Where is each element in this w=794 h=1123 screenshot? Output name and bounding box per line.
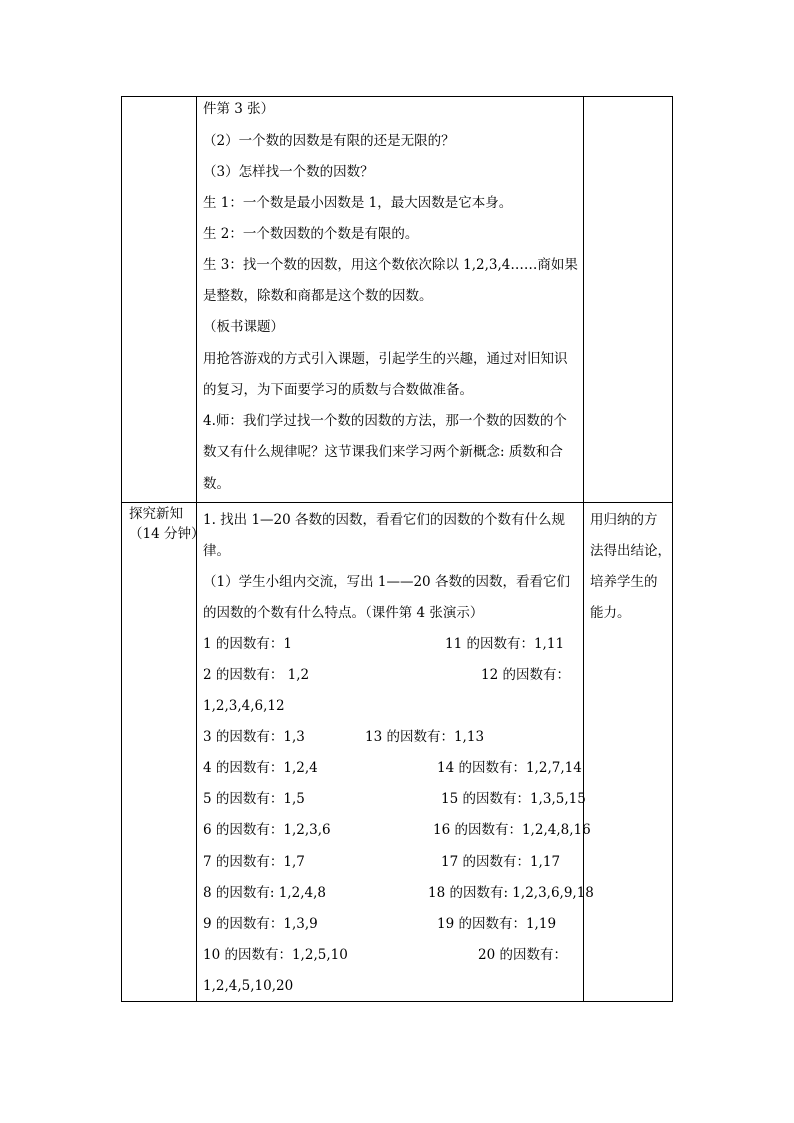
row1-line: （3）怎样找一个数的因数？ — [203, 164, 374, 180]
intro-line: （1）学生小组内交流，写出 1——20 各数的因数，看看它们 — [203, 574, 570, 590]
factor-left: 3 的因数有：1,3 — [203, 729, 305, 745]
factor-left: 4 的因数有：1,2,4 — [203, 760, 318, 776]
intro-line: 律。 — [203, 543, 230, 559]
factor-right: 17 的因数有：1,17 — [441, 854, 561, 870]
row1-line: 生 1：一个数是最小因数是 1，最大因数是它本身。 — [203, 195, 513, 211]
intro-line: 的因数的个数有什么特点。（课件第 4 张演示） — [203, 605, 484, 621]
factor-left: 1 的因数有：1 — [203, 636, 292, 652]
row1-line: 4.师：我们学过找一个数的因数的方法，那一个数的因数的个 — [203, 413, 567, 429]
column-divider-2 — [583, 97, 584, 1001]
factor-left: 7 的因数有：1,7 — [203, 854, 305, 870]
factor-left: 1,2,3,4,6,12 — [203, 698, 285, 714]
factor-left: 9 的因数有：1,3,9 — [203, 916, 318, 932]
factor-right: 15 的因数有：1,3,5,15 — [441, 791, 586, 807]
row1-line: （2）一个数的因数是有限的还是无限的？ — [203, 133, 455, 149]
row1-line: 的复习，为下面要学习的质数与合数做准备。 — [203, 382, 473, 398]
factor-left: 1,2,4,5,10,20 — [203, 978, 294, 994]
factor-right: 14 的因数有：1,2,7,14 — [437, 760, 582, 776]
stage-label: 探究新知 — [129, 506, 183, 522]
lesson-table — [121, 96, 673, 1002]
factor-right: 16 的因数有：1,2,4,8,16 — [433, 822, 591, 838]
design-note-line: 能力。 — [590, 605, 631, 621]
row1-line: 数又有什么规律呢？这节课我们来学习两个新概念: 质数和合 — [203, 444, 563, 460]
row1-line: 生 2：一个数因数的个数是有限的。 — [203, 226, 419, 242]
factor-right: 12 的因数有： — [481, 667, 570, 683]
column-divider-1 — [196, 97, 197, 1001]
factor-right: 13 的因数有：1,13 — [365, 729, 485, 745]
factor-left: 6 的因数有：1,2,3,6 — [203, 822, 331, 838]
factor-left: 5 的因数有：1,5 — [203, 791, 305, 807]
intro-line: 1. 找出 1—20 各数的因数，看看它们的因数的个数有什么规 — [203, 512, 566, 528]
factor-right: 11 的因数有：1,11 — [445, 636, 565, 652]
design-note-line: 培养学生的 — [590, 574, 658, 590]
factor-right: 18 的因数有: 1,2,3,6,9,18 — [428, 885, 594, 901]
factor-right: 19 的因数有：1,19 — [437, 916, 557, 932]
row1-line: 生 3：找一个数的因数，用这个数依次除以 1,2,3,4……商如果 — [203, 257, 578, 273]
design-note-line: 用归纳的方 — [590, 512, 658, 528]
row-divider — [122, 502, 672, 503]
factor-right: 20 的因数有： — [478, 947, 567, 963]
stage-duration: （14 分钟） — [129, 526, 205, 542]
factor-left: 8 的因数有: 1,2,4,8 — [203, 885, 326, 901]
design-note-line: 法得出结论， — [590, 543, 671, 559]
row1-line: 数。 — [203, 476, 230, 492]
row1-line: 用抢答游戏的方式引入课题，引起学生的兴趣，通过对旧知识 — [203, 351, 568, 367]
factor-left: 10 的因数有：1,2,5,10 — [203, 947, 348, 963]
row1-line: 是整数，除数和商都是这个数的因数。 — [203, 288, 433, 304]
row1-line: （板书课题） — [203, 319, 284, 335]
factor-left: 2 的因数有： 1,2 — [203, 667, 310, 683]
row1-line: 件第 3 张） — [203, 101, 275, 117]
